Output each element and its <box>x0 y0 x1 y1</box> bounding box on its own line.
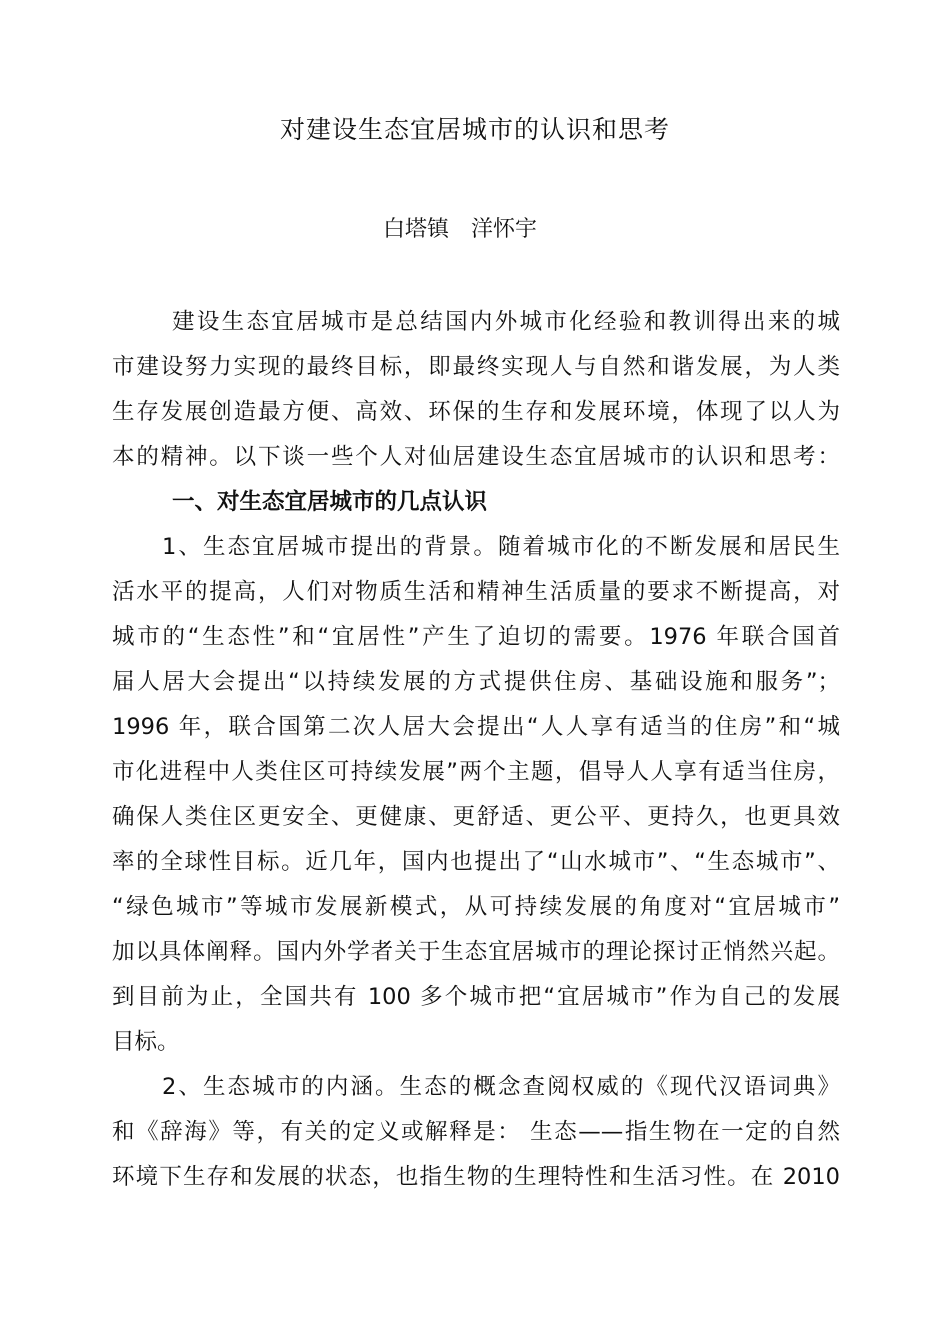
paragraph-line: 建设生态宜居城市是总结国内外城市化经验和教训得出来的城 <box>172 309 840 335</box>
paragraph-line: 环境下生存和发展的状态，也指生物的生理特性和生活习性。在 2010 <box>112 1164 840 1190</box>
paragraph-line: 到目前为止，全国共有 100 多个城市把“宜居城市”作为自己的发展 <box>112 984 840 1010</box>
paragraph-line: 城市的“生态性”和“宜居性”产生了迫切的需要。1976 年联合国首 <box>112 624 840 650</box>
author-line: 白塔镇 洋怀宇 <box>383 217 538 242</box>
paragraph-line: 活水平的提高，人们对物质生活和精神生活质量的要求不断提高，对 <box>112 579 840 605</box>
paragraph-line: 2、生态城市的内涵。生态的概念查阅权威的《现代汉语词典》 <box>162 1074 840 1100</box>
paragraph-line: 目标。 <box>112 1029 180 1055</box>
paragraph-line: 市建设努力实现的最终目标，即最终实现人与自然和谐发展，为人类 <box>112 354 840 380</box>
document-body <box>112 303 840 1203</box>
paragraph-line: 率的全球性目标。近几年，国内也提出了“山水城市”、“生态城市”、 <box>112 849 840 875</box>
paragraph-line: 市化进程中人类住区可持续发展”两个主题，倡导人人享有适当住房， <box>112 759 840 785</box>
paragraph-line: “绿色城市”等城市发展新模式，从可持续发展的角度对“宜居城市” <box>112 894 840 920</box>
paragraph-line: 加以具体阐释。国内外学者关于生态宜居城市的理论探讨正悄然兴起。 <box>112 939 840 965</box>
document-title: 对建设生态宜居城市的认识和思考 <box>279 115 670 144</box>
paragraph-line: 1996 年，联合国第二次人居大会提出“人人享有适当的住房”和“城 <box>112 714 840 740</box>
paragraph-line: 1、生态宜居城市提出的背景。随着城市化的不断发展和居民生 <box>162 534 840 560</box>
paragraph-line: 生存发展创造最方便、高效、环保的生存和发展环境，体现了以人为 <box>112 399 840 425</box>
section-heading: 一、对生态宜居城市的几点认识 <box>172 489 488 515</box>
paragraph-line: 届人居大会提出“以持续发展的方式提供住房、基础设施和服务”； <box>112 669 840 695</box>
paragraph-line: 确保人类住区更安全、更健康、更舒适、更公平、更持久，也更具效 <box>112 804 840 830</box>
paragraph-line: 本的精神。以下谈一些个人对仙居建设生态宜居城市的认识和思考： <box>112 444 840 470</box>
paragraph-line: 和《辞海》等，有关的定义或解释是： 生态——指生物在一定的自然 <box>112 1119 840 1145</box>
